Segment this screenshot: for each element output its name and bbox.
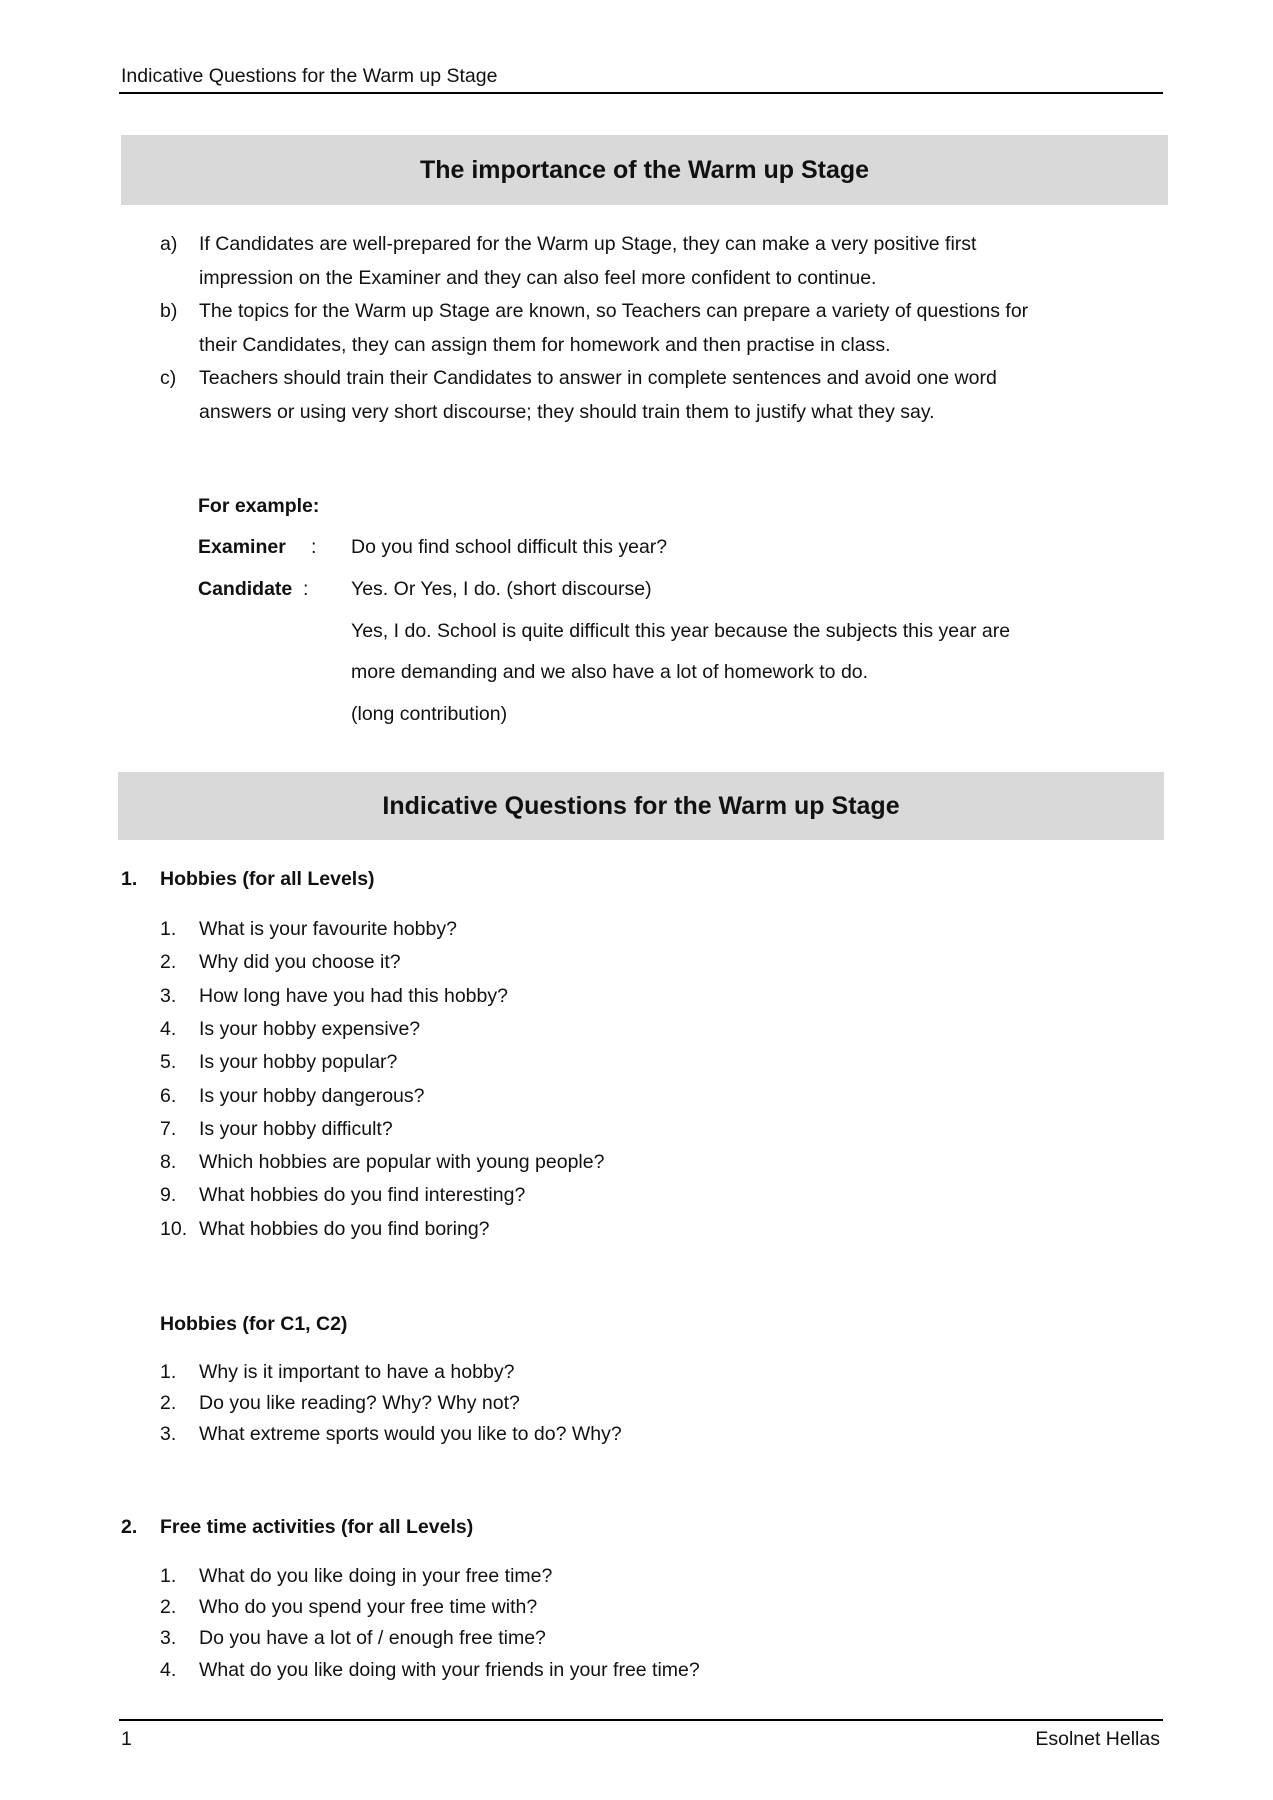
running-header: Indicative Questions for the Warm up Stage [121, 65, 498, 87]
question-item: What hobbies do you find interesting? [199, 1184, 526, 1207]
point-label: c) [160, 367, 177, 389]
point-label: a) [160, 233, 178, 255]
question-item: Why is it important to have a hobby? [199, 1361, 515, 1383]
topic-title: Hobbies (for C1, C2) [160, 1313, 348, 1335]
question-item: Is your hobby dangerous? [199, 1084, 425, 1107]
item-number: 1. [160, 1565, 177, 1587]
colon: : [303, 578, 309, 600]
topic-title: Hobbies (for all Levels) [160, 868, 375, 890]
question-item: Why did you choose it? [199, 951, 401, 974]
question-item: What extreme sports would you like to do? Why? [199, 1423, 622, 1446]
example-heading: For example: [198, 495, 320, 517]
page-number: 1 [121, 1728, 132, 1750]
item-number: 8. [160, 1151, 177, 1174]
colon: : [311, 536, 317, 558]
section-title-questions: Indicative Questions for the Warm up Stage [118, 772, 1164, 840]
item-number: 6. [160, 1084, 177, 1107]
point-label: b) [160, 300, 178, 322]
point-text: answers or using very short discourse; they should train them to justify what they say. [199, 400, 935, 423]
question-item: Who do you spend your free time with? [199, 1596, 538, 1619]
question-item: What is your favourite hobby? [199, 918, 457, 940]
publisher: Esolnet Hellas [1035, 1728, 1160, 1750]
header-rule [119, 92, 1163, 94]
candidate-text: (long contribution) [351, 703, 508, 726]
item-number: 2. [160, 1596, 177, 1619]
item-number: 3. [160, 1423, 177, 1446]
item-number: 1. [160, 1361, 177, 1383]
topic-number: 2. [121, 1516, 138, 1538]
section-title-importance: The importance of the Warm up Stage [121, 135, 1168, 205]
item-number: 7. [160, 1117, 177, 1140]
question-item: Is your hobby popular? [199, 1051, 398, 1074]
item-number: 1. [160, 918, 177, 940]
point-text: If Candidates are well-prepared for the Warm up Stage, they can make a very positive first [199, 233, 977, 255]
item-number: 10. [160, 1217, 188, 1240]
candidate-text: more demanding and we also have a lot of homework to do. [351, 661, 869, 684]
item-number: 3. [160, 984, 177, 1007]
item-number: 4. [160, 1658, 177, 1681]
footer-rule [119, 1719, 1163, 1721]
point-text: impression on the Examiner and they can also feel more confident to continue. [199, 266, 877, 289]
question-item: Do you like reading? Why? Why not? [199, 1392, 520, 1415]
candidate-text: Yes, I do. School is quite difficult this year because the subjects this year are [351, 619, 1011, 642]
item-number: 4. [160, 1017, 177, 1040]
point-text: The topics for the Warm up Stage are known, so Teachers can prepare a variety of questions for [199, 300, 1029, 322]
candidate-label: Candidate [198, 578, 293, 600]
question-item: What do you like doing with your friends in your free time? [199, 1658, 700, 1681]
point-text: Teachers should train their Candidates to answer in complete sentences and avoid one word [199, 367, 997, 389]
item-number: 5. [160, 1051, 177, 1074]
item-number: 2. [160, 951, 177, 974]
question-item: How long have you had this hobby? [199, 984, 508, 1007]
item-number: 9. [160, 1184, 177, 1207]
topic-title: Free time activities (for all Levels) [160, 1516, 474, 1538]
question-item: Is your hobby difficult? [199, 1117, 393, 1140]
question-item: Which hobbies are popular with young people? [199, 1151, 605, 1174]
question-item: What do you like doing in your free time? [199, 1565, 553, 1587]
candidate-text: Yes. Or Yes, I do. (short discourse) [351, 578, 652, 600]
question-item: Is your hobby expensive? [199, 1017, 421, 1040]
examiner-text: Do you find school difficult this year? [351, 536, 668, 558]
item-number: 2. [160, 1392, 177, 1415]
point-text: their Candidates, they can assign them for homework and then practise in class. [199, 333, 891, 356]
item-number: 3. [160, 1627, 177, 1650]
question-item: Do you have a lot of / enough free time? [199, 1627, 546, 1650]
question-item: What hobbies do you find boring? [199, 1217, 490, 1240]
examiner-label: Examiner [198, 536, 286, 558]
topic-number: 1. [121, 868, 138, 890]
